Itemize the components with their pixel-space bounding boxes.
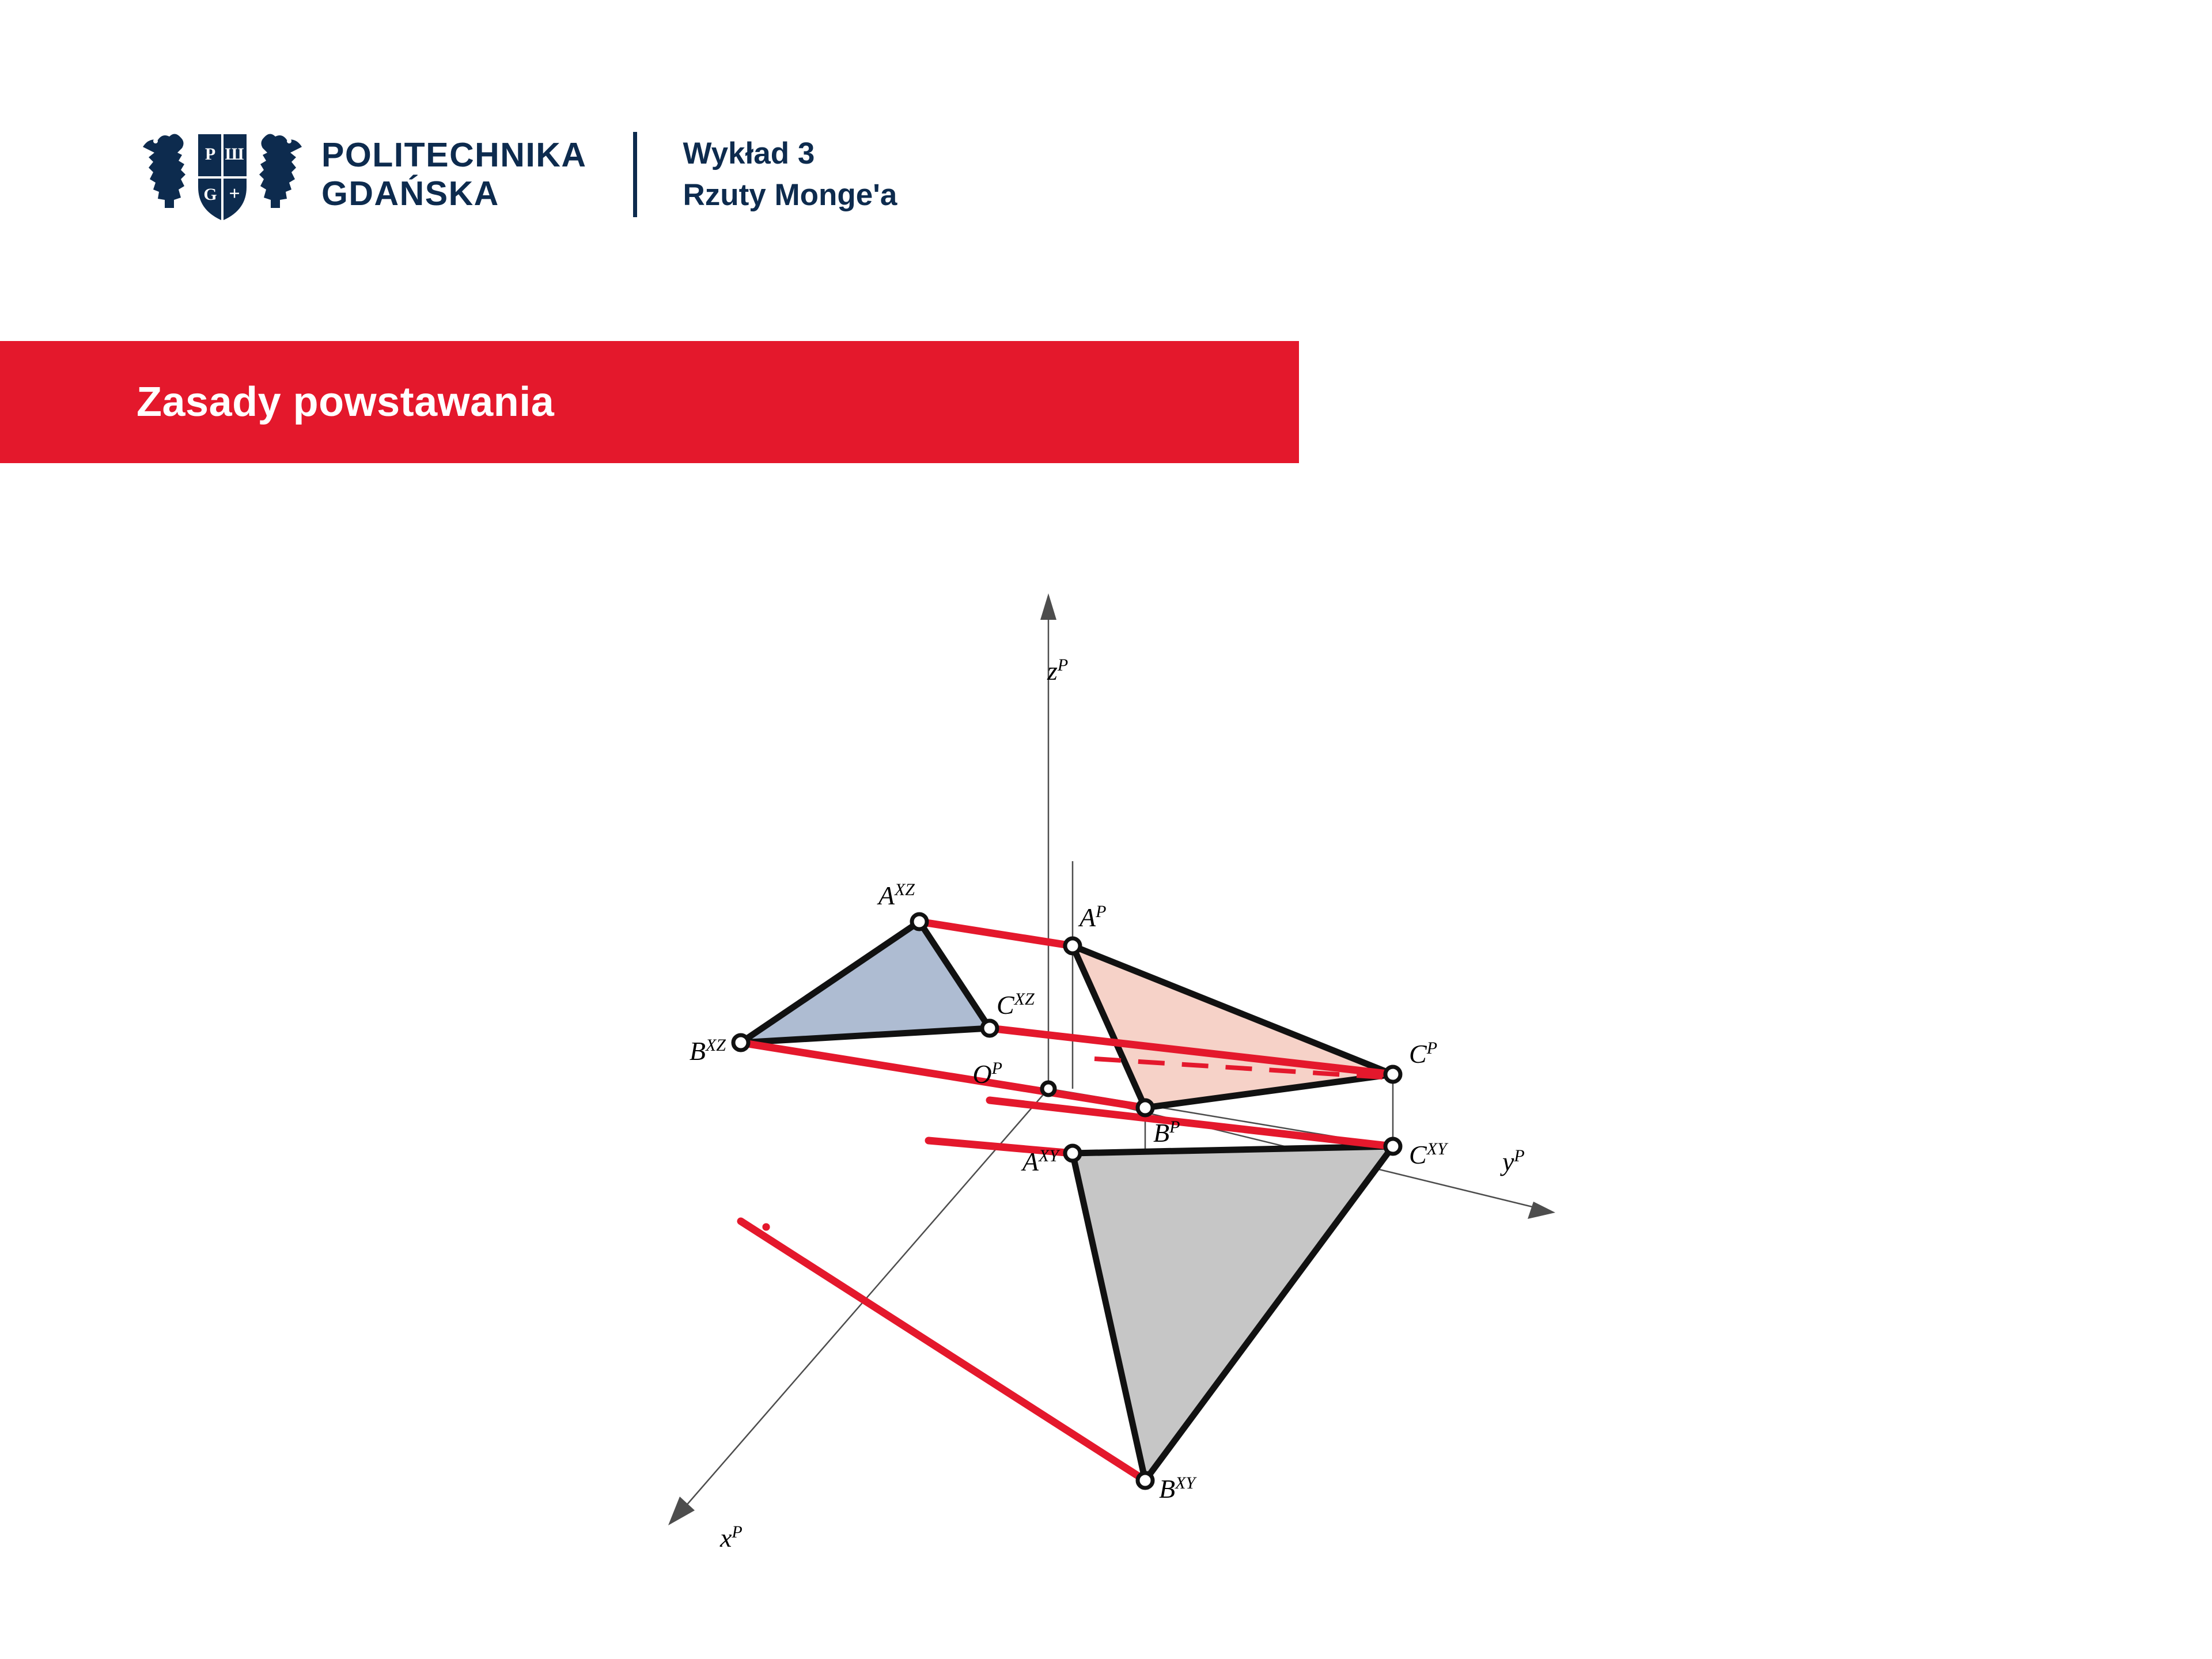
point-A-xy	[1065, 1146, 1080, 1161]
point-C-p	[1385, 1067, 1400, 1082]
label-B-xz: $B^{XZ}$	[689, 1036, 726, 1066]
label-y-axis: $y^P$	[1502, 1146, 1525, 1176]
header-divider	[633, 132, 637, 217]
svg-text:+: +	[229, 183, 240, 204]
point-C-xz	[982, 1021, 997, 1036]
lecture-title	[683, 133, 897, 215]
monge-projection-diagram	[0, 507, 2212, 1636]
label-A-xy: $A^{XY}$	[1022, 1146, 1059, 1176]
label-B-xy: $B^{XY}$	[1159, 1474, 1196, 1503]
point-B-p	[1138, 1100, 1153, 1115]
point-origin	[1042, 1082, 1055, 1095]
label-C-p: $C^P$	[1409, 1039, 1438, 1069]
label-C-xz: $C^{XZ}$	[997, 990, 1035, 1020]
section-title-band	[0, 341, 1299, 463]
point-B-xy	[1138, 1473, 1153, 1488]
svg-text:P: P	[204, 145, 216, 164]
page-header	[0, 0, 2212, 305]
triangle-true-shape	[1073, 946, 1393, 1108]
brand-logo	[136, 124, 897, 225]
triangle-xy-projection	[1073, 1146, 1393, 1480]
university-name	[321, 136, 587, 212]
label-C-xy: $C^{XY}$	[1409, 1139, 1447, 1169]
lecture-title-line1: Wykład 3	[683, 136, 815, 171]
page-title: Zasady powstawania	[137, 379, 555, 425]
point-A-p	[1065, 938, 1080, 953]
label-x-axis: $x^P$	[720, 1522, 743, 1552]
point-B-xz	[733, 1035, 748, 1050]
triangle-xz-projection	[741, 922, 990, 1043]
svg-text:G: G	[203, 185, 217, 204]
label-A-p: $A^P$	[1080, 902, 1107, 932]
label-B-p: $B^P$	[1153, 1118, 1180, 1147]
lecture-title-line2: Rzuty Monge'a	[683, 177, 897, 212]
svg-text:Ш: Ш	[225, 145, 244, 164]
label-z-axis: $z^P$	[1047, 656, 1069, 685]
university-name-line1: POLITECHNIKA	[321, 136, 587, 175]
label-A-xz: $A^{XZ}$	[878, 880, 915, 910]
university-crest-icon	[136, 124, 309, 225]
point-A-xz	[912, 914, 927, 929]
label-origin-display: $O^P$	[972, 1059, 1002, 1089]
university-name-line2: GDAŃSKA	[321, 174, 499, 213]
point-C-xy	[1385, 1139, 1400, 1154]
